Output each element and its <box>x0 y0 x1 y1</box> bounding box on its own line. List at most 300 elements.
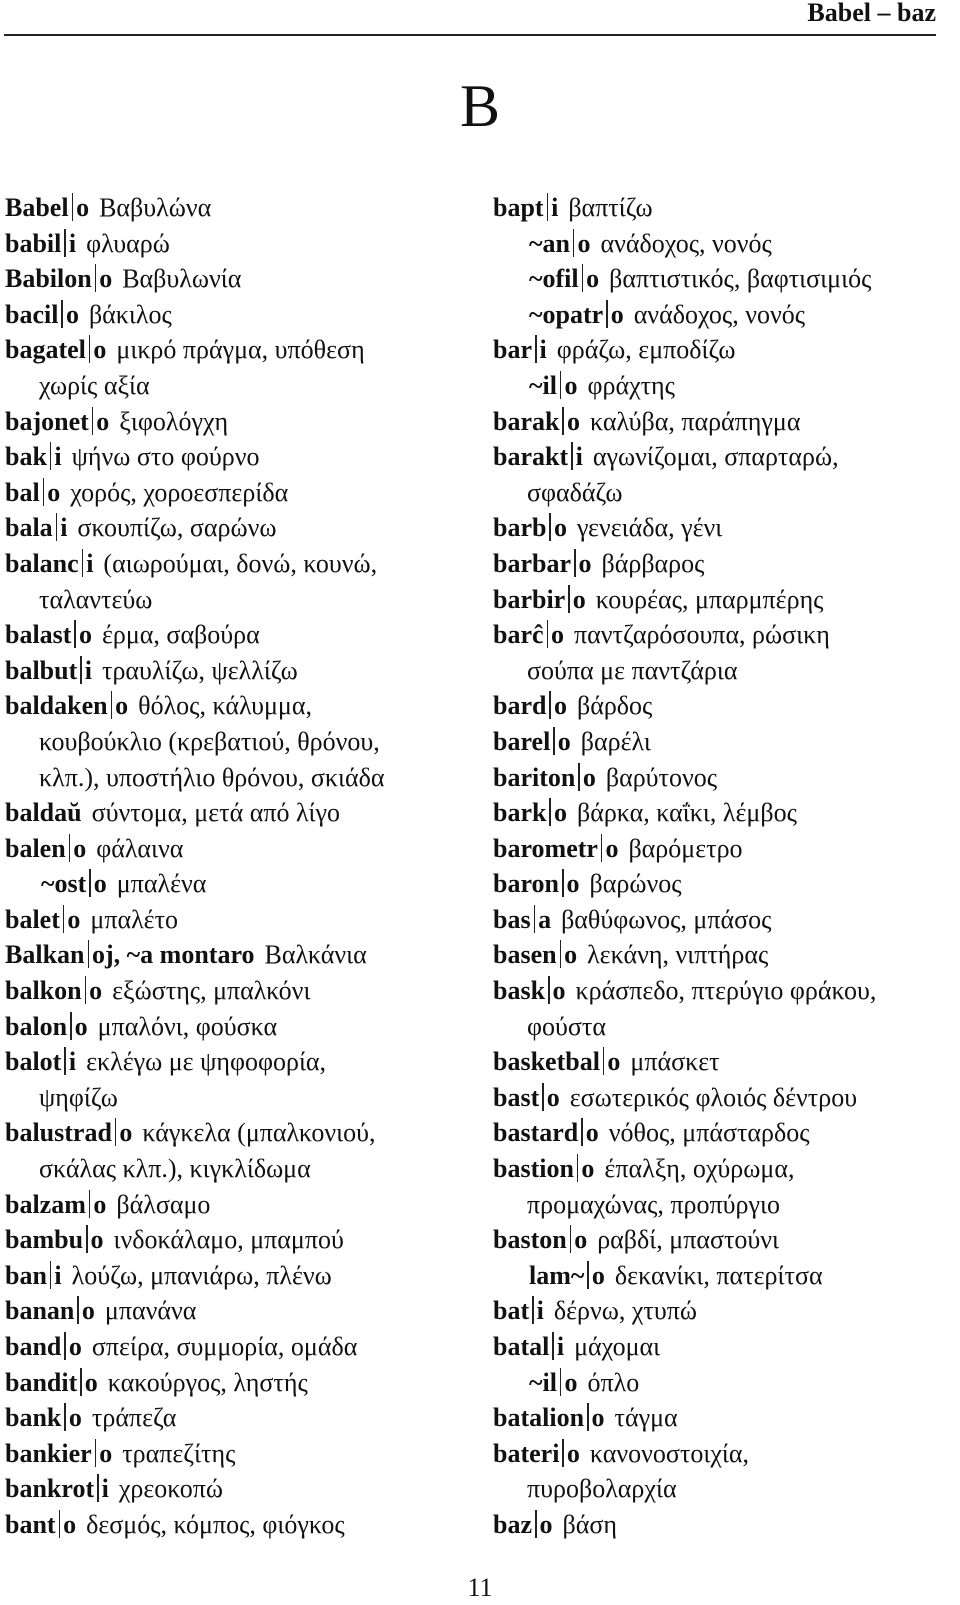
translation: δεσμός, κόμπος, φιόγκος <box>86 1509 345 1539</box>
headword-root: Babel <box>5 193 69 222</box>
translation: λεκάνη, νιπτήρας <box>587 940 769 970</box>
morpheme-divider <box>577 1154 579 1182</box>
header-rule <box>4 34 936 36</box>
entry-continuation: χωρίς αξία <box>39 370 150 400</box>
morpheme-divider <box>80 656 82 684</box>
headword-root: bal <box>5 477 40 507</box>
headword-ending: o <box>572 584 586 614</box>
morpheme-divider <box>582 264 584 292</box>
morpheme-divider <box>63 905 65 933</box>
headword-ending: oj, ~a montaro <box>92 940 255 970</box>
headword-ending: o <box>564 370 578 400</box>
translation: σύντομα, μετά από λίγο <box>91 798 341 828</box>
headword-ending: i <box>539 335 547 365</box>
dictionary-entry <box>493 190 943 226</box>
dictionary-entry <box>5 617 455 653</box>
morpheme-divider <box>547 620 549 648</box>
dictionary-entry <box>5 1293 455 1329</box>
morpheme-divider <box>571 442 573 470</box>
headword-root: bankier <box>5 1438 92 1468</box>
morpheme-divider <box>64 1047 66 1075</box>
dictionary-entry <box>5 1471 455 1507</box>
translation: φράχτης <box>587 370 675 400</box>
dictionary-entry <box>493 510 943 546</box>
morpheme-divider <box>532 1296 534 1324</box>
morpheme-divider <box>50 442 52 470</box>
headword-ending: o <box>582 762 596 792</box>
translation: θόλος, κάλυμμα, <box>138 691 312 721</box>
headword-root: barbar <box>493 548 571 578</box>
headword-root: barbir <box>493 584 566 614</box>
translation: έρμα, σαβούρα <box>101 620 260 650</box>
morpheme-divider <box>70 1012 72 1040</box>
morpheme-divider <box>82 549 84 577</box>
dictionary-entry <box>5 332 455 368</box>
headword-ending: o <box>564 1367 578 1397</box>
entry-continuation: πυροβολαρχία <box>527 1474 677 1504</box>
morpheme-divider <box>89 335 91 363</box>
headword-root: bastard <box>493 1118 579 1148</box>
headword-ending: o <box>93 1189 107 1219</box>
morpheme-divider <box>560 940 562 968</box>
headword-ending: o <box>76 193 90 222</box>
headword-ending: o <box>566 1438 580 1468</box>
morpheme-divider <box>547 193 549 221</box>
translation: μάχομαι <box>574 1332 661 1361</box>
translation: κακούργος, ληστής <box>107 1367 308 1397</box>
dictionary-entry <box>493 937 943 973</box>
section-letter: B <box>459 73 501 139</box>
morpheme-divider <box>560 1368 562 1396</box>
translation: δεκανίκι, πατερίτσα <box>614 1260 823 1290</box>
dictionary-entry <box>493 795 943 831</box>
morpheme-divider <box>587 1403 589 1431</box>
headword-root: bala <box>5 513 53 543</box>
headword-ending: o <box>119 1118 133 1148</box>
morpheme-divider <box>95 264 97 292</box>
morpheme-divider <box>570 1225 572 1253</box>
dictionary-entry <box>493 724 943 760</box>
headword-root: balzam <box>5 1189 86 1219</box>
translation: δέρνω, χτυπώ <box>553 1296 697 1326</box>
translation: χορός, χοροεσπερίδα <box>70 477 289 507</box>
headword-ending: i <box>54 442 62 472</box>
translation: νόθος, μπάσταρδος <box>608 1118 810 1148</box>
headword-root: ~il <box>529 1367 557 1397</box>
subentry <box>5 866 455 902</box>
dictionary-entry <box>5 1222 455 1258</box>
translation: ανάδοχος, νονός <box>600 228 772 258</box>
headword-root: barb <box>493 513 547 543</box>
dictionary-entry <box>493 831 943 867</box>
morpheme-divider <box>534 905 536 933</box>
headword-ending: o <box>74 1011 88 1041</box>
headword-ending: i <box>556 1332 565 1361</box>
subentry <box>493 226 943 262</box>
headword-root: balustrad <box>5 1118 112 1148</box>
headword-ending: o <box>591 1403 605 1433</box>
headword-root: Balkan <box>5 940 85 970</box>
headword-ending: o <box>81 1296 95 1326</box>
dictionary-entry <box>5 1400 455 1436</box>
morpheme-divider <box>601 834 603 862</box>
headword-ending: o <box>552 976 566 1006</box>
dictionary-entry <box>493 1044 943 1080</box>
dictionary-entry <box>493 1151 943 1187</box>
headword-root: bambu <box>5 1225 84 1255</box>
headword-ending: o <box>577 228 591 258</box>
morpheme-divider <box>549 513 551 541</box>
translation: μπαλένα <box>116 869 207 899</box>
headword-root: balast <box>5 620 72 650</box>
morpheme-divider <box>115 1118 117 1146</box>
dictionary-entry <box>493 1329 943 1365</box>
headword-root: batal <box>493 1332 550 1361</box>
headword-root: bant <box>5 1509 56 1539</box>
headword-ending: o <box>566 406 580 436</box>
entry-continuation: ψηφίζω <box>39 1082 118 1112</box>
translation: σπείρα, συμμορία, ομάδα <box>91 1332 358 1361</box>
headword-ending: o <box>99 264 113 294</box>
headword-ending: o <box>68 1332 82 1361</box>
entry-continuation: σφαδάζω <box>527 477 623 507</box>
headword-ending: o <box>605 833 619 863</box>
translation: εκλέγω με ψηφοφορία, <box>86 1047 327 1077</box>
left-column <box>5 190 455 1543</box>
dictionary-entry <box>493 1507 943 1543</box>
headword-root: ~ofil <box>529 264 579 294</box>
translation: βάση <box>562 1509 617 1539</box>
dictionary-entry <box>5 1436 455 1472</box>
dictionary-entry <box>493 546 943 582</box>
headword-ending: o <box>553 798 567 828</box>
headword-ending: o <box>65 299 79 329</box>
dictionary-entry <box>5 902 455 938</box>
headword-ending: o <box>73 833 87 863</box>
dictionary-entry <box>5 1009 455 1045</box>
morpheme-divider <box>581 1118 583 1146</box>
headword-root: balanc <box>5 548 79 578</box>
dictionary-entry <box>493 1222 943 1258</box>
headword-root: balbut <box>5 655 78 685</box>
morpheme-divider <box>89 1190 91 1218</box>
morpheme-divider <box>552 1332 554 1360</box>
morpheme-divider <box>80 1368 82 1396</box>
dictionary-entry <box>5 1329 455 1365</box>
headword-ending: o <box>68 1403 82 1433</box>
headword-root: bateri <box>493 1438 560 1468</box>
dictionary-entry <box>493 1400 943 1436</box>
translation: τάγμα <box>614 1403 678 1433</box>
headword-root: bak <box>5 442 47 472</box>
translation: αγωνίζομαι, σπαρταρώ, <box>592 442 839 472</box>
headword-root: bard <box>493 691 547 721</box>
headword-ending: o <box>564 940 578 970</box>
headword-ending: o <box>566 869 580 899</box>
morpheme-divider <box>549 691 551 719</box>
headword-ending: o <box>84 1367 98 1397</box>
headword-root: balet <box>5 904 60 934</box>
translation: τραυλίζω, ψελλίζω <box>102 655 298 685</box>
translation: παντζαρόσουπα, ρώσικη <box>574 620 830 650</box>
subentry <box>493 261 943 297</box>
headword-root: baston <box>493 1225 567 1255</box>
morpheme-divider <box>97 1474 99 1502</box>
morpheme-divider <box>50 1261 52 1289</box>
translation: εσωτερικός φλοιός δέντρου <box>569 1082 858 1112</box>
translation: μπαλόνι, φούσκα <box>97 1011 278 1041</box>
entry-continuation: προμαχώνας, προπύργιο <box>527 1189 780 1219</box>
dictionary-entry <box>5 973 455 1009</box>
dictionary-entry <box>493 1115 943 1151</box>
translation: χρεοκοπώ <box>118 1474 224 1504</box>
headword-ending: o <box>610 299 624 329</box>
headword-root: ~an <box>529 228 570 258</box>
translation: βάρβαρος <box>601 548 705 578</box>
headword-ending: o <box>586 264 600 294</box>
translation: βάκιλος <box>88 299 172 329</box>
dictionary-entry <box>5 261 455 297</box>
headword-ending: o <box>115 691 129 721</box>
translation: μπάσκετ <box>630 1047 720 1077</box>
translation: τράπεζα <box>91 1403 177 1433</box>
right-column <box>493 190 943 1543</box>
headword-ending: o <box>89 976 103 1006</box>
headword-ending: o <box>67 904 81 934</box>
running-head: Babel – baz <box>807 0 936 27</box>
translation: βαρόμετρο <box>628 833 743 863</box>
headword-root: batalion <box>493 1403 585 1433</box>
morpheme-divider <box>560 371 562 399</box>
headword-ending: o <box>96 406 110 436</box>
headword-ending: o <box>607 1047 621 1077</box>
subentry <box>493 368 943 404</box>
headword-root: Babilon <box>5 264 92 294</box>
headword-root: ban <box>5 1260 47 1290</box>
morpheme-divider <box>603 1047 605 1075</box>
subentry <box>493 1258 943 1294</box>
headword-root: bajonet <box>5 406 89 436</box>
dictionary-entry <box>493 1436 943 1472</box>
morpheme-divider <box>95 1439 97 1467</box>
headword-root: barel <box>493 726 551 756</box>
translation: Βαλκάνια <box>264 940 367 970</box>
headword-root: barĉ <box>493 620 544 650</box>
headword-ending: o <box>546 1082 560 1112</box>
dictionary-entry <box>5 1044 455 1080</box>
headword-root: ~opatr <box>529 299 604 329</box>
headword-ending: o <box>93 335 107 365</box>
dictionary-entry <box>5 1507 455 1543</box>
headword-ending: i <box>84 655 92 685</box>
morpheme-divider <box>86 1225 88 1253</box>
subentry <box>493 297 943 333</box>
morpheme-divider <box>64 229 66 257</box>
headword-ending: i <box>68 228 77 258</box>
translation: ανάδοχος, νονός <box>633 299 806 329</box>
dictionary-entry <box>5 1258 455 1294</box>
morpheme-divider <box>69 834 71 862</box>
dictionary-entry <box>493 760 943 796</box>
headword-root: band <box>5 1332 62 1361</box>
translation: μικρό πράγμα, υπόθεση <box>116 335 365 365</box>
dictionary-entry <box>5 297 455 333</box>
translation: εξώστης, μπαλκόνι <box>112 976 311 1006</box>
headword-root: lam~ <box>529 1260 585 1290</box>
translation: (αιωρούμαι, δονώ, κουνώ, <box>103 548 378 578</box>
headword-root: bankrot <box>5 1474 95 1504</box>
headword-ending: i <box>68 1047 77 1077</box>
headword-root: bariton <box>493 762 576 792</box>
morpheme-divider <box>88 940 90 968</box>
translation: μπαλέτο <box>90 904 179 934</box>
dictionary-entry <box>493 582 943 618</box>
dictionary-entry <box>5 475 455 511</box>
translation: κανονοστοιχία, <box>589 1438 750 1468</box>
headword-root: banan <box>5 1296 75 1326</box>
dictionary-entry <box>493 1080 943 1116</box>
entry-continuation: κουβούκλιο (κρεβατιού, θρόνου, <box>39 726 380 756</box>
morpheme-divider <box>85 976 87 1004</box>
translation: κράσπεδο, πτερύγιο φράκου, <box>575 976 877 1006</box>
translation: μπανάνα <box>104 1296 197 1326</box>
headword-root: bar <box>493 335 532 365</box>
translation: βάρδος <box>576 691 653 721</box>
headword-root: barakt <box>493 442 569 472</box>
translation: λούζω, μπανιάρω, πλένω <box>71 1260 332 1290</box>
dictionary-entry <box>493 332 943 368</box>
headword-root: bapt <box>493 193 544 222</box>
morpheme-divider <box>64 1403 66 1431</box>
page-number: 11 <box>467 1573 493 1602</box>
dictionary-entry <box>493 1293 943 1329</box>
headword-ending: o <box>591 1260 605 1290</box>
translation: φράζω, εμποδίζω <box>556 335 736 365</box>
translation: γενειάδα, γένι <box>576 513 723 543</box>
dictionary-entry <box>5 688 455 724</box>
morpheme-divider <box>562 869 564 897</box>
headword-root: bark <box>493 798 547 828</box>
translation: καλύβα, παράπηγμα <box>589 406 801 436</box>
dictionary-entry <box>493 973 943 1009</box>
entry-continuation: σούπα με παντζάρια <box>527 655 738 685</box>
dictionary-entry <box>493 404 943 440</box>
translation: βαπτίζω <box>568 193 653 222</box>
morpheme-divider <box>606 300 608 328</box>
translation: Βαβυλωνία <box>122 264 242 294</box>
translation: βαρέλι <box>580 726 651 756</box>
headword-ending: o <box>47 477 61 507</box>
dictionary-entry <box>5 546 455 582</box>
headword-root: bastion <box>493 1154 574 1184</box>
morpheme-divider <box>74 620 76 648</box>
headword-root: ~ost <box>41 869 87 899</box>
dictionary-entry <box>5 1115 455 1151</box>
headword-root: balen <box>5 833 66 863</box>
dictionary-entry <box>5 226 455 262</box>
headword-root: bast <box>493 1082 540 1112</box>
translation: ινδοκάλαμο, μπαμπού <box>113 1225 344 1255</box>
headword-root: bandit <box>5 1367 78 1397</box>
headword-root: baldaŭ <box>5 798 82 828</box>
morpheme-divider <box>578 763 580 791</box>
translation: Βαβυλώνα <box>99 193 212 222</box>
dictionary-entry <box>5 831 455 867</box>
morpheme-divider <box>43 478 45 506</box>
translation: σκουπίζω, σαρώνω <box>77 513 277 543</box>
morpheme-divider <box>574 549 576 577</box>
headword-root: baron <box>493 869 559 899</box>
morpheme-divider <box>64 1332 66 1360</box>
headword-ending: o <box>78 620 92 650</box>
dictionary-entry <box>5 439 455 475</box>
headword-ending: o <box>585 1118 599 1148</box>
entry-continuation: κλπ.), υποστήλιο θρόνου, σκιάδα <box>39 762 385 792</box>
dictionary-entry <box>5 190 455 226</box>
dictionary-entry <box>493 617 943 653</box>
headword-root: bask <box>493 976 546 1006</box>
morpheme-divider <box>72 193 74 221</box>
headword-ending: i <box>101 1474 109 1504</box>
headword-root: baz <box>493 1509 532 1539</box>
morpheme-divider <box>542 1083 544 1111</box>
translation: ψήνω στο φούρνο <box>71 442 260 472</box>
headword-root: ~il <box>529 370 557 400</box>
headword-ending: o <box>557 726 571 756</box>
headword-ending: i <box>60 513 68 543</box>
headword-ending: a <box>538 904 552 934</box>
headword-ending: o <box>551 620 565 650</box>
dictionary-entry <box>5 404 455 440</box>
dictionary-entry <box>5 510 455 546</box>
morpheme-divider <box>573 229 575 257</box>
translation: ραβδί, μπαστούνι <box>597 1225 780 1255</box>
translation: βαπτιστικός, βαφτισιμιός <box>609 264 872 294</box>
headword-root: basen <box>493 940 557 970</box>
dictionary-entry <box>493 866 943 902</box>
headword-ending: i <box>536 1296 544 1326</box>
headword-ending: o <box>93 869 107 899</box>
translation: φάλαινα <box>96 833 184 863</box>
morpheme-divider <box>535 1510 537 1538</box>
headword-ending: o <box>63 1509 77 1539</box>
morpheme-divider <box>553 727 555 755</box>
headword-ending: i <box>575 442 583 472</box>
translation: όπλο <box>587 1367 640 1397</box>
headword-root: baldaken <box>5 691 108 721</box>
headword-root: barak <box>493 406 560 436</box>
morpheme-divider <box>548 976 550 1004</box>
entry-continuation: ταλαντεύω <box>39 584 153 614</box>
headword-ending: o <box>578 548 592 578</box>
dictionary-entry <box>5 1187 455 1223</box>
headword-root: bat <box>493 1296 530 1326</box>
translation: βαρώνος <box>589 869 682 899</box>
headword-ending: i <box>54 1260 62 1290</box>
headword-ending: o <box>99 1438 113 1468</box>
morpheme-divider <box>77 1296 79 1324</box>
headword-root: balkon <box>5 976 82 1006</box>
headword-root: basketbal <box>493 1047 600 1077</box>
headword-ending: o <box>574 1225 588 1255</box>
translation: κάγκελα (μπαλκονιού, <box>142 1118 376 1148</box>
morpheme-divider <box>61 300 63 328</box>
dictionary-entry <box>493 902 943 938</box>
headword-ending: o <box>553 691 567 721</box>
headword-root: bagatel <box>5 335 86 365</box>
headword-root: bacil <box>5 299 59 329</box>
translation: έπαλξη, οχύρωμα, <box>604 1154 795 1184</box>
